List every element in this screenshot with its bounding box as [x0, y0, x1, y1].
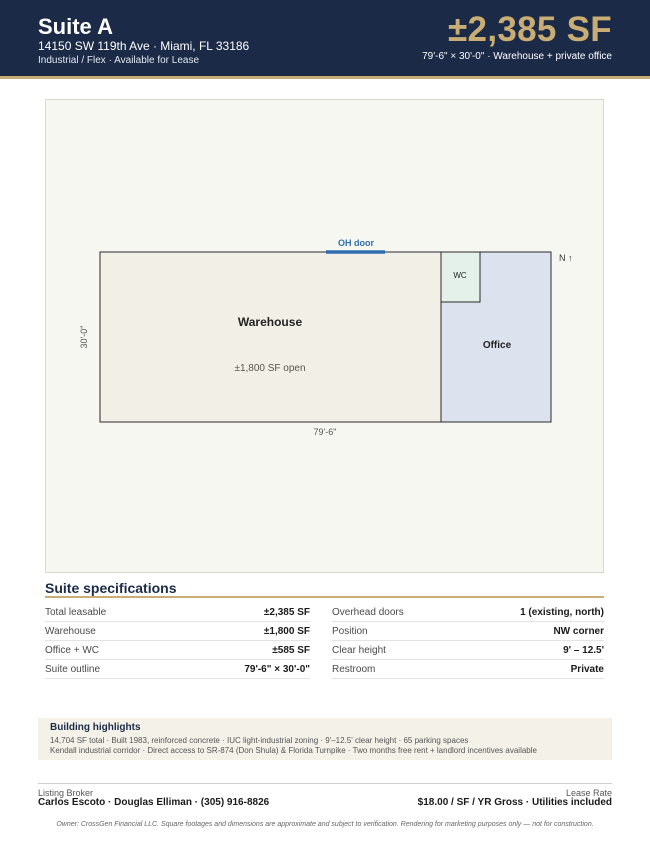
- spec-key: Clear height: [332, 645, 386, 656]
- highlights-line: Kendall industrial corridor · Direct access to SR-874 (Don Shula) & Florida Turnpike · Two months free rent + landlord incentives available: [50, 746, 537, 755]
- warehouse-area-label: ±1,800 SF open: [234, 363, 306, 374]
- spec-row: [45, 622, 310, 641]
- spec-key: Suite outline: [45, 664, 101, 675]
- dimensions-summary: 79'-6" × 30'-0" · Warehouse + private office: [422, 51, 612, 62]
- spec-row: [45, 603, 310, 622]
- spec-value: ±1,800 SF: [263, 626, 310, 637]
- width-dimension-label: 79'-6": [313, 427, 337, 437]
- footer-rule: [38, 783, 612, 784]
- spec-row: [45, 641, 310, 660]
- spec-value: 1 (existing, north): [520, 607, 604, 618]
- oh-door-label: OH door: [338, 238, 374, 248]
- disclaimer-text: Owner: CrossGen Financial LLC. Square footages and dimensions are approximate and subject to verification. Rendering for marketing purposes only — not for construction.: [56, 821, 594, 828]
- north-arrow-label: N ↑: [559, 253, 573, 263]
- spec-row: [332, 641, 604, 660]
- spec-value: Private: [570, 664, 604, 675]
- broker-label: Listing Broker: [38, 788, 94, 798]
- suite-title: Suite A: [38, 14, 113, 39]
- floor-plan-panel: [45, 99, 604, 573]
- spec-row: [332, 603, 604, 622]
- property-address: 14150 SW 119th Ave · Miami, FL 33186: [38, 39, 250, 53]
- highlights-heading: Building highlights: [50, 722, 141, 733]
- building-highlights-box: [38, 718, 612, 760]
- spec-key: Office + WC: [45, 645, 99, 656]
- spec-key: Restroom: [332, 664, 376, 675]
- property-type-line: Industrial / Flex · Available for Lease: [38, 55, 200, 66]
- square-footage-headline: ±2,385 SF: [448, 10, 612, 49]
- spec-value: ±585 SF: [272, 645, 310, 656]
- spec-value: ±2,385 SF: [263, 607, 310, 618]
- spec-value: 9' – 12.5': [563, 645, 604, 656]
- warehouse-label: Warehouse: [237, 315, 303, 329]
- office-label: Office: [482, 340, 512, 351]
- wc-label: WC: [453, 271, 467, 280]
- specifications-rule: [45, 596, 604, 598]
- lease-rate-value: $18.00 / SF / YR Gross · Utilities included: [417, 797, 612, 808]
- spec-column-left: [45, 603, 310, 679]
- warehouse-area: [100, 252, 441, 422]
- lease-rate-label: Lease Rate: [565, 788, 612, 798]
- spec-row: [332, 660, 604, 679]
- spec-key: Position: [332, 626, 368, 637]
- spec-column-right: [332, 603, 604, 679]
- spec-key: Overhead doors: [332, 607, 404, 618]
- spec-row: [45, 660, 310, 679]
- broker-contact: Carlos Escoto · Douglas Elliman · (305) 916-8826: [38, 797, 270, 808]
- height-dimension-label: 30'-0": [79, 325, 89, 349]
- spec-row: [332, 622, 604, 641]
- spec-key: Total leasable: [45, 607, 107, 618]
- specifications-heading: Suite specifications: [45, 580, 177, 596]
- floor-plan-drawing: [46, 100, 605, 574]
- highlights-line: 14,704 SF total · Built 1983, reinforced concrete · IUC light-industrial zoning · 9'–12.5' clear height · 65 parking spaces: [50, 736, 469, 745]
- header-gold-rule: [0, 76, 650, 79]
- spec-value: 79'-6" × 30'-0": [244, 664, 310, 675]
- spec-value: NW corner: [553, 626, 604, 637]
- spec-key: Warehouse: [45, 626, 96, 637]
